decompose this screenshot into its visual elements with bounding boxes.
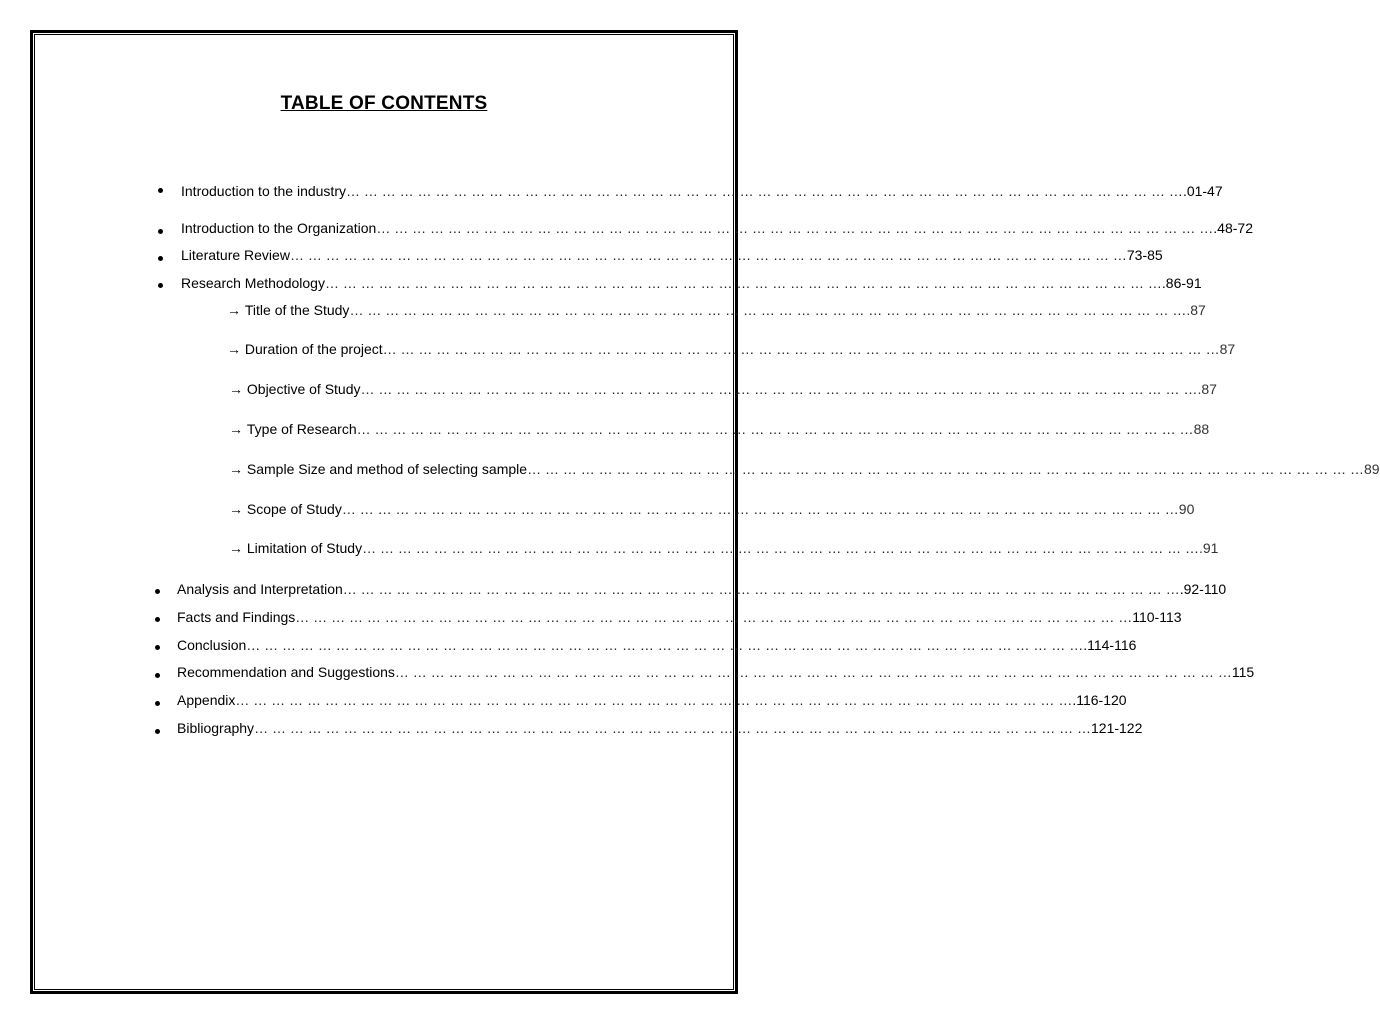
- toc-title: TABLE OF CONTENTS: [280, 93, 488, 114]
- toc-subentry-label: → Type of Research: [229, 421, 357, 437]
- toc-entry-label: Research Methodology: [181, 275, 325, 291]
- toc-subentry-page: .87: [1197, 381, 1217, 397]
- toc-entry: [177, 720, 1143, 736]
- toc-entry-label: Literature Review: [181, 247, 290, 263]
- toc-leader: … … … … … … … … … … … … … … … … … … … … … … … … … … … … … … … … … … … … … … … … … … … … … … …: [235, 692, 1073, 708]
- toc-subentry-page: .91: [1199, 540, 1219, 556]
- toc-subentry-label: → Objective of Study: [229, 381, 361, 397]
- toc-entry: [181, 247, 1163, 263]
- toc-subentry-label: → Title of the Study: [227, 302, 349, 318]
- toc-entry-page: 121-122: [1091, 720, 1143, 736]
- toc-leader: … … … … … … … … … … … … … … … … … … … … … … … … … … … … … … … … … … … … … … … … … … … … … … …: [376, 220, 1214, 236]
- toc-entry: [181, 275, 1202, 291]
- toc-subentry: [229, 381, 1217, 397]
- toc-leader: … … … … … … … … … … … … … … … … … … … … … … … … … … … … … … … … … … … … … … … … … … … … … … …: [324, 275, 1162, 291]
- toc-leader: … … … … … … … … … … … … … … … … … … … … … … … … … … … … … … … … … … … … … … … … … … … … … … …: [254, 720, 1091, 736]
- toc-entry-page: 73-85: [1126, 247, 1163, 263]
- toc-leader: … … … … … … … … … … … … … … … … … … … … … … … … … … … … … … … … … … … … … … … … … … … … … … …: [356, 421, 1194, 437]
- bullet-icon: [158, 283, 163, 288]
- toc-entry: [181, 183, 1223, 199]
- toc-entry: [177, 637, 1137, 653]
- toc-leader: … … … … … … … … … … … … … … … … … … … … … … … … … … … … … … … … … … … … … … … … … … … … … … …: [289, 247, 1127, 263]
- toc-subentry: [229, 421, 1210, 437]
- toc-entry-page: .86-91: [1161, 275, 1202, 291]
- toc-subentry-label: → Scope of Study: [229, 501, 342, 517]
- toc-leader: … … … … … … … … … … … … … … … … … … … … … … … … … … … … … … … … … … … … … … … … … … … … … … …: [394, 664, 1232, 680]
- toc-entry-page: 110-113: [1132, 609, 1182, 625]
- toc-entry-label: Facts and Findings: [177, 609, 296, 625]
- bullet-icon: [158, 256, 163, 261]
- toc-subentry-page: 90: [1178, 501, 1195, 517]
- toc-subentry: [227, 302, 1206, 318]
- toc-leader: … … … … … … … … … … … … … … … … … … … … … … … … … … … … … … … … … … … … … … … … … … … … … … …: [349, 302, 1187, 318]
- toc-entry-label: Introduction to the Organization: [181, 220, 377, 236]
- toc-leader: … … … … … … … … … … … … … … … … … … … … … … … … … … … … … … … … … … … … … … … … … … … … … … …: [246, 637, 1084, 653]
- toc-entry-page: .92-110: [1179, 581, 1227, 597]
- toc-entry-page: 115: [1231, 664, 1255, 680]
- toc-entry: [181, 220, 1253, 236]
- toc-entry: [177, 664, 1255, 680]
- toc-entry-label: Conclusion: [177, 637, 247, 653]
- toc-subentry-page: .87: [1186, 302, 1206, 318]
- bullet-icon: [155, 701, 160, 706]
- toc-entry-label: Analysis and Interpretation: [177, 581, 343, 597]
- toc-subentry-page: 88: [1193, 421, 1210, 437]
- bullet-icon: [158, 188, 163, 193]
- toc-entry: [177, 581, 1227, 597]
- toc-leader: … … … … … … … … … … … … … … … … … … … … … … … … … … … … … … … … … … … … … … … … … … … … … … …: [346, 183, 1183, 199]
- toc-subentry: [229, 461, 1380, 477]
- toc-entry-page: .48-72: [1213, 220, 1253, 236]
- toc-subentry: [229, 540, 1219, 556]
- toc-entry-label: Appendix: [177, 692, 236, 708]
- bullet-icon: [158, 229, 163, 234]
- toc-entry: [177, 692, 1127, 708]
- toc-entry-label: Bibliography: [177, 720, 255, 736]
- toc-subentry-page: 87: [1219, 341, 1236, 357]
- toc-leader: … … … … … … … … … … … … … … … … … … … … … … … … … … … … … … … … … … … … … … … … … … … … … … …: [295, 609, 1133, 625]
- bullet-icon: [155, 645, 160, 650]
- toc-subentry-page: 89: [1364, 461, 1380, 477]
- toc-leader: … … … … … … … … … … … … … … … … … … … … … … … … … … … … … … … … … … … … … … … … … … … … … … …: [382, 341, 1220, 357]
- toc-entry-page: .114-116: [1083, 637, 1137, 653]
- bullet-icon: [155, 589, 160, 594]
- toc-subentry-label: → Duration of the project: [227, 341, 383, 357]
- toc-leader: … … … … … … … … … … … … … … … … … … … … … … … … … … … … … … … … … … … … … … … … … … … … … … …: [527, 461, 1364, 477]
- toc-leader: … … … … … … … … … … … … … … … … … … … … … … … … … … … … … … … … … … … … … … … … … … … … … … …: [362, 540, 1199, 556]
- toc-entry-label: Recommendation and Suggestions: [177, 664, 395, 680]
- toc-entry-label: Introduction to the industry: [181, 183, 346, 199]
- toc-entry: [177, 609, 1182, 625]
- bullet-icon: [155, 729, 160, 734]
- toc-leader: … … … … … … … … … … … … … … … … … … … … … … … … … … … … … … … … … … … … … … … … … … … … … … …: [360, 381, 1198, 397]
- toc-subentry-label: → Sample Size and method of selecting sample: [229, 461, 527, 477]
- toc-subentry: [227, 341, 1236, 357]
- toc-entry-page: .01-47: [1182, 183, 1223, 199]
- toc-leader: … … … … … … … … … … … … … … … … … … … … … … … … … … … … … … … … … … … … … … … … … … … … … … …: [342, 581, 1180, 597]
- bullet-icon: [155, 617, 160, 622]
- toc-entry-page: .116-120: [1072, 692, 1127, 708]
- toc-subentry: [229, 501, 1195, 517]
- toc-leader: … … … … … … … … … … … … … … … … … … … … … … … … … … … … … … … … … … … … … … … … … … … … … … …: [341, 501, 1179, 517]
- toc-subentry-label: → Limitation of Study: [229, 540, 362, 556]
- bullet-icon: [155, 673, 160, 678]
